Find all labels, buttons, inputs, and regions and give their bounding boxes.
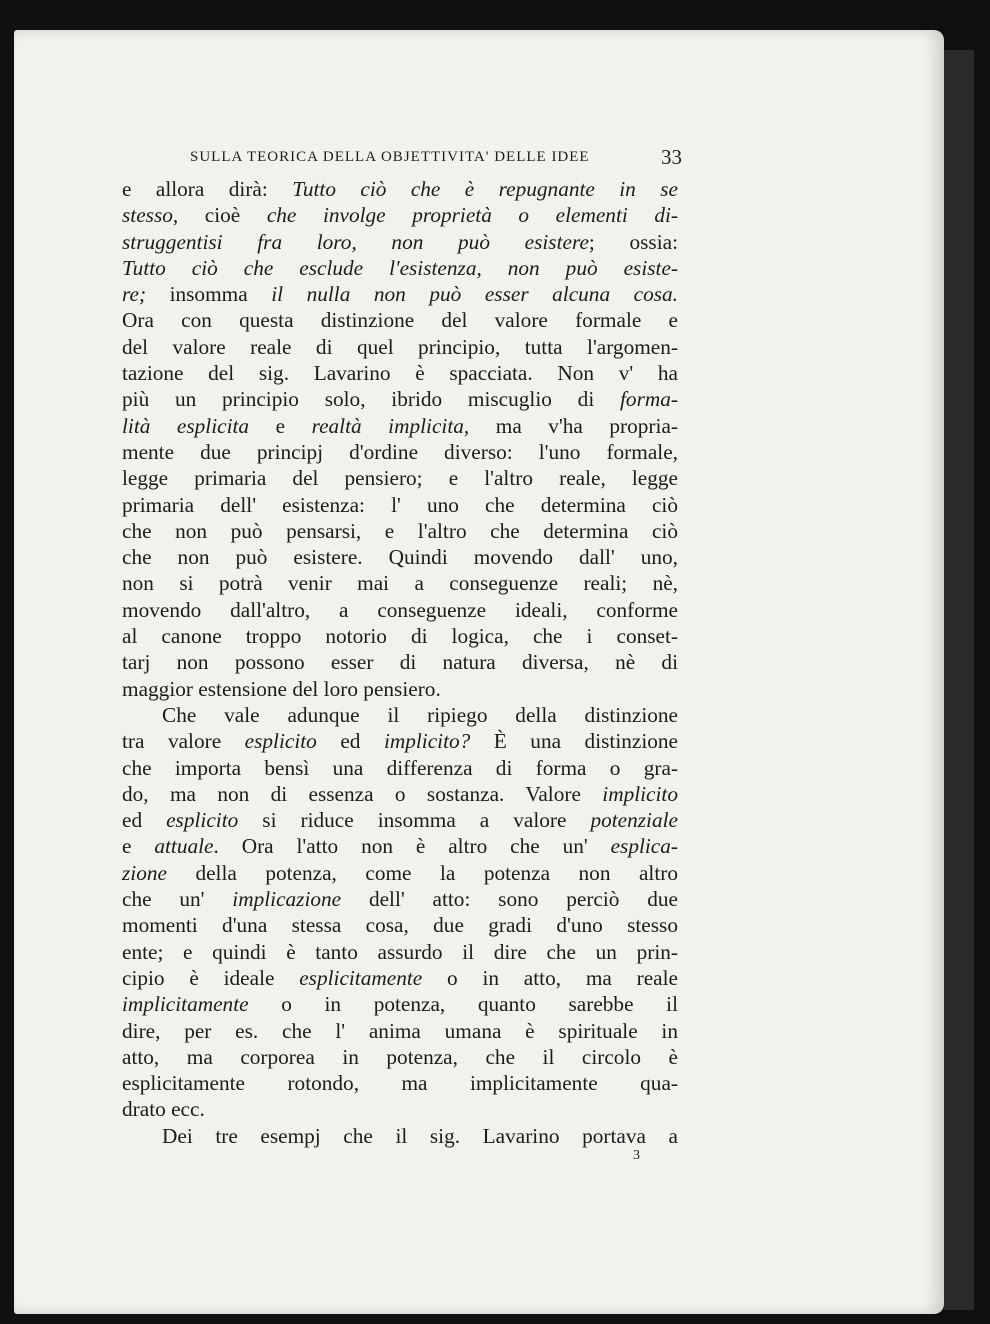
text-line (122, 1044, 678, 1070)
running-title: SULLA TEORICA DELLA OBJETTIVITA' DELLE IDEE (190, 149, 590, 165)
text-run: insomma (146, 282, 272, 307)
text-line (122, 307, 678, 333)
text-line (122, 386, 678, 412)
text-line (122, 728, 678, 754)
text-line (122, 360, 678, 386)
text-run-italic: esplicitamente (299, 965, 423, 990)
text-run-italic: re; (122, 282, 147, 307)
text-run-italic: attuale (154, 834, 214, 859)
text-run: tazione del sig. Lavarino è spacciata. Non v' ha (122, 361, 678, 386)
text-line (122, 623, 678, 649)
text-line (122, 755, 678, 781)
text-run: non si potrà venir mai a conseguenze reali; nè, (122, 571, 678, 596)
text-line (122, 176, 678, 202)
running-head (190, 145, 682, 171)
text-run-italic: zione (122, 860, 167, 885)
text-run: e (122, 834, 155, 859)
text-run-italic: esplicito (166, 808, 239, 833)
text-run-italic: esplica- (610, 834, 678, 859)
text-line (122, 202, 678, 228)
text-run-italic: struggentisi fra loro, non può esistere (122, 229, 589, 254)
text-line (122, 965, 678, 991)
text-line (122, 255, 678, 281)
text-line (122, 912, 678, 938)
text-run: ed (316, 729, 384, 754)
text-line (122, 281, 678, 307)
text-run: maggior estensione del loro pensiero. (122, 676, 441, 701)
text-line (122, 939, 678, 965)
text-line (122, 833, 678, 859)
text-run: o in potenza, quanto sarebbe il (248, 992, 678, 1017)
text-run: e allora dirà: (122, 177, 293, 201)
page-number: 33 (661, 145, 682, 169)
page-edge (944, 50, 974, 1310)
text-line (122, 702, 678, 728)
text-run: drato ecc. (122, 1097, 205, 1122)
text-line (122, 1018, 678, 1044)
text-run-italic: forma- (620, 387, 678, 412)
text-run-italic: Tutto ciò che esclude l'esistenza, non può esiste- (122, 255, 678, 280)
text-line (122, 1123, 678, 1149)
text-line (122, 676, 678, 702)
text-run-italic: che involge proprietà o elementi di- (266, 203, 679, 228)
text-run-italic: implicazione (232, 887, 342, 912)
text-line (122, 1070, 678, 1096)
text-run: atto, ma corporea in potenza, che il circolo è (122, 1044, 678, 1069)
text-line (122, 570, 678, 596)
text-run: tra valore (122, 729, 245, 754)
text-run: È una distinzione (470, 729, 679, 754)
text-run-italic: implicitamente (122, 992, 249, 1017)
text-run: Dei tre esempj che il sig. Lavarino portava a (162, 1123, 678, 1148)
text-run: o in atto, ma reale (422, 965, 678, 990)
text-run: al canone troppo notorio di logica, che i conset- (122, 624, 678, 649)
text-run: Ora con questa distinzione del valore formale e (122, 308, 678, 333)
text-run: che non può pensarsi, e l'altro che determina ciò (122, 518, 678, 543)
text-run: do, ma non di essenza o sostanza. Valore (122, 781, 603, 806)
text-run: ente; e quindi è tanto assurdo il dire che un prin- (122, 939, 678, 964)
text-line (122, 860, 678, 886)
text-run-italic: implicito (602, 781, 678, 806)
body-text (122, 176, 678, 1149)
text-line (122, 781, 678, 807)
text-run: , ma v'ha propria- (463, 413, 678, 438)
text-line (122, 1096, 678, 1122)
text-line (122, 465, 678, 491)
text-run: dire, per es. che l' anima umana è spirituale in (122, 1018, 678, 1043)
text-run: esplicitamente rotondo, ma implicitamente qua- (122, 1071, 678, 1096)
text-line (122, 492, 678, 518)
text-run: mente due principj d'ordine diverso: l'uno formale, (122, 439, 678, 464)
text-run: movendo dall'altro, a conseguenze ideali, conforme (122, 597, 678, 622)
text-run: che un' (122, 887, 233, 912)
text-line (122, 597, 678, 623)
text-run-italic: stesso (122, 203, 173, 228)
signature-mark: 3 (633, 1148, 640, 1163)
text-line (122, 334, 678, 360)
text-run: . Ora l'atto non è altro che un' (213, 834, 611, 859)
text-line (122, 649, 678, 675)
text-run: più un principio solo, ibrido miscuglio di (122, 387, 621, 412)
text-run-italic: realtà implicita (311, 413, 464, 438)
text-run: tarj non possono esser di natura diversa, nè di (122, 650, 678, 675)
text-run: che non può esistere. Quindi movendo dall' uno, (122, 545, 678, 570)
text-line (122, 413, 678, 439)
text-line (122, 991, 678, 1017)
text-line (122, 886, 678, 912)
text-run: Che vale adunque il ripiego della distinzione (162, 702, 678, 727)
text-run: del valore reale di quel principio, tutta l'argomen- (122, 334, 678, 359)
text-run-italic: esplicito (244, 729, 317, 754)
text-run-italic: potenziale (590, 808, 678, 833)
text-run-italic: implicito? (383, 729, 471, 754)
text-run: primaria dell' esistenza: l' uno che determina ciò (122, 492, 678, 517)
text-run-italic: Tutto ciò che è repugnante in se (292, 177, 678, 201)
text-run: della potenza, come la potenza non altro (166, 860, 678, 885)
text-run: che importa bensì una differenza di forma o gra- (122, 755, 678, 780)
text-run: ed (122, 808, 167, 833)
text-run-italic: lità esplicita (122, 413, 250, 438)
text-run: cipio è ideale (122, 965, 300, 990)
text-run: legge primaria del pensiero; e l'altro reale, legge (122, 466, 678, 491)
text-run: momenti d'una stessa cosa, due gradi d'uno stesso (122, 913, 678, 938)
text-line (122, 229, 678, 255)
text-run-italic: il nulla non può esser alcuna cosa. (271, 282, 678, 307)
text-run: si riduce insomma a valore (238, 808, 591, 833)
text-run: ; ossia: (588, 229, 678, 254)
text-line (122, 544, 678, 570)
text-run: , cioè (172, 203, 267, 228)
text-line (122, 439, 678, 465)
text-line (122, 518, 678, 544)
text-line (122, 807, 678, 833)
text-run: e (249, 413, 312, 438)
text-run: dell' atto: sono perciò due (341, 887, 678, 912)
